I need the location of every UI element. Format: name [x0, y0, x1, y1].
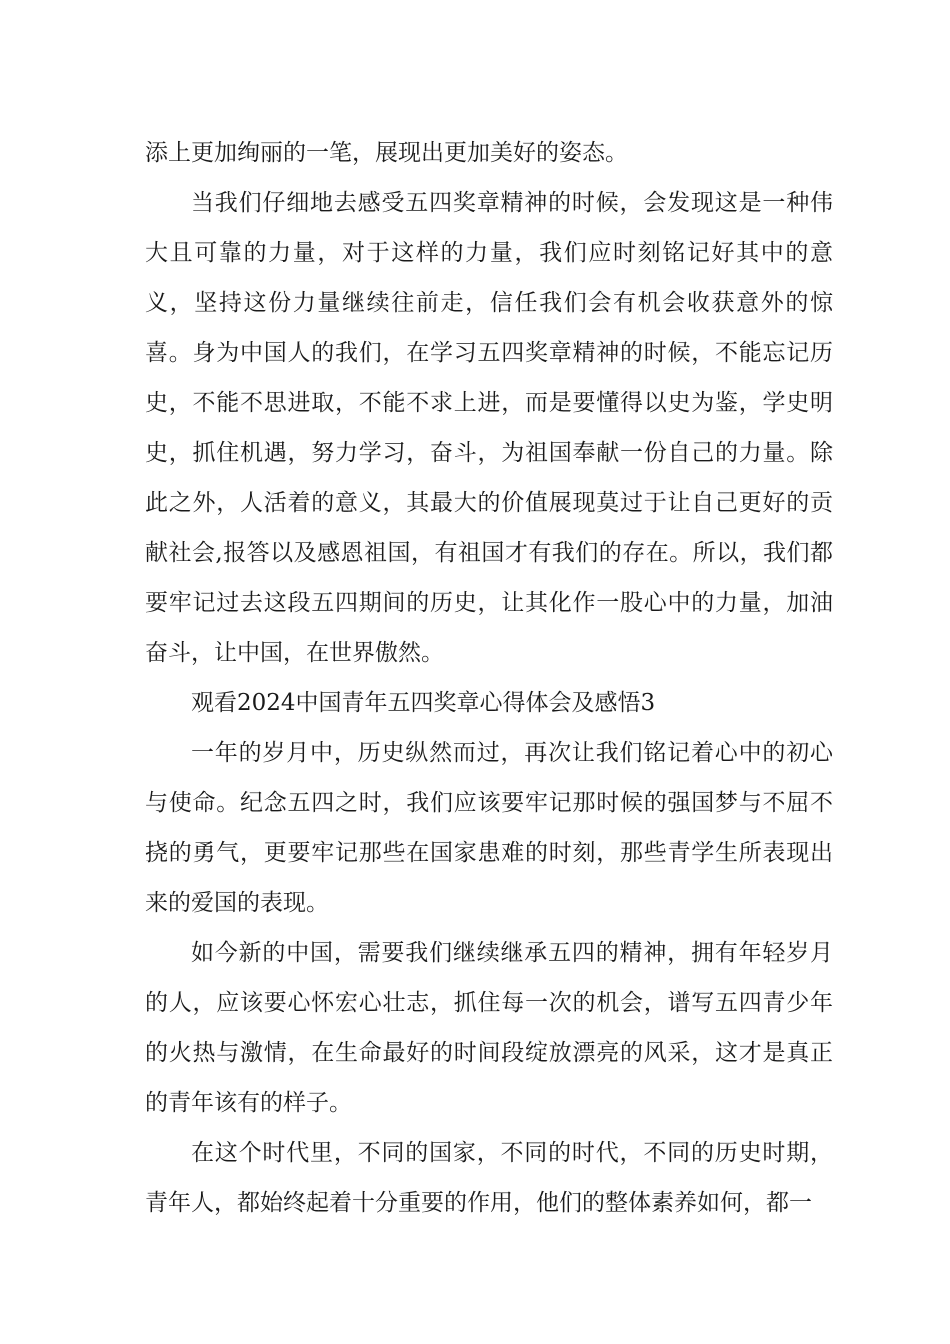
paragraph-continuation: 添上更加绚丽的一笔，展现出更加美好的姿态。 [145, 140, 628, 166]
paragraph: 一年的岁月中，历史纵然而过，再次让我们铭记着心中的初心与使命。纪念五四之时，我们应该要牢记那时候的强国梦与不屈不挠的勇气，更要牢记那些在国家患难的时刻，那些青学生所表现出来的爱国的表现。 [145, 740, 833, 916]
section-heading: 观看2024中国青年五四奖章心得体会及感悟3 [191, 690, 656, 716]
paragraph: 当我们仔细地去感受五四奖章精神的时候，会发现这是一种伟大且可靠的力量，对于这样的力量，我们应时刻铭记好其中的意义，坚持这份力量继续往前走，信任我们会有机会收获意外的惊喜。身为中国人的我们，在学习五四奖章精神的时候，不能忘记历史，不能不思进取，不能不求上进，而是要懂得以史为鉴，学史明史，抓住机遇，努力学习，奋斗，为祖国奉献一份自己的力量。除此之外，人活着的意义，其最大的价值展现莫过于让自己更好的贡献社会,报答以及感恩祖国，有祖国才有我们的存在。所以，我们都要牢记过去这段五四期间的历史，让其化作一股心中的力量，加油奋斗，让中国，在世界傲然。 [145, 190, 833, 666]
document-body [145, 128, 833, 1228]
paragraph: 在这个时代里，不同的国家，不同的时代，不同的历史时期，青年人，都始终起着十分重要的作用，他们的整体素养如何，都一 [145, 1140, 833, 1216]
paragraph: 如今新的中国，需要我们继续继承五四的精神，拥有年轻岁月的人，应该要心怀宏心壮志，抓住每一次的机会，谱写五四青少年的火热与激情，在生命最好的时间段绽放漂亮的风采，这才是真正的青年该有的样子。 [145, 940, 833, 1116]
